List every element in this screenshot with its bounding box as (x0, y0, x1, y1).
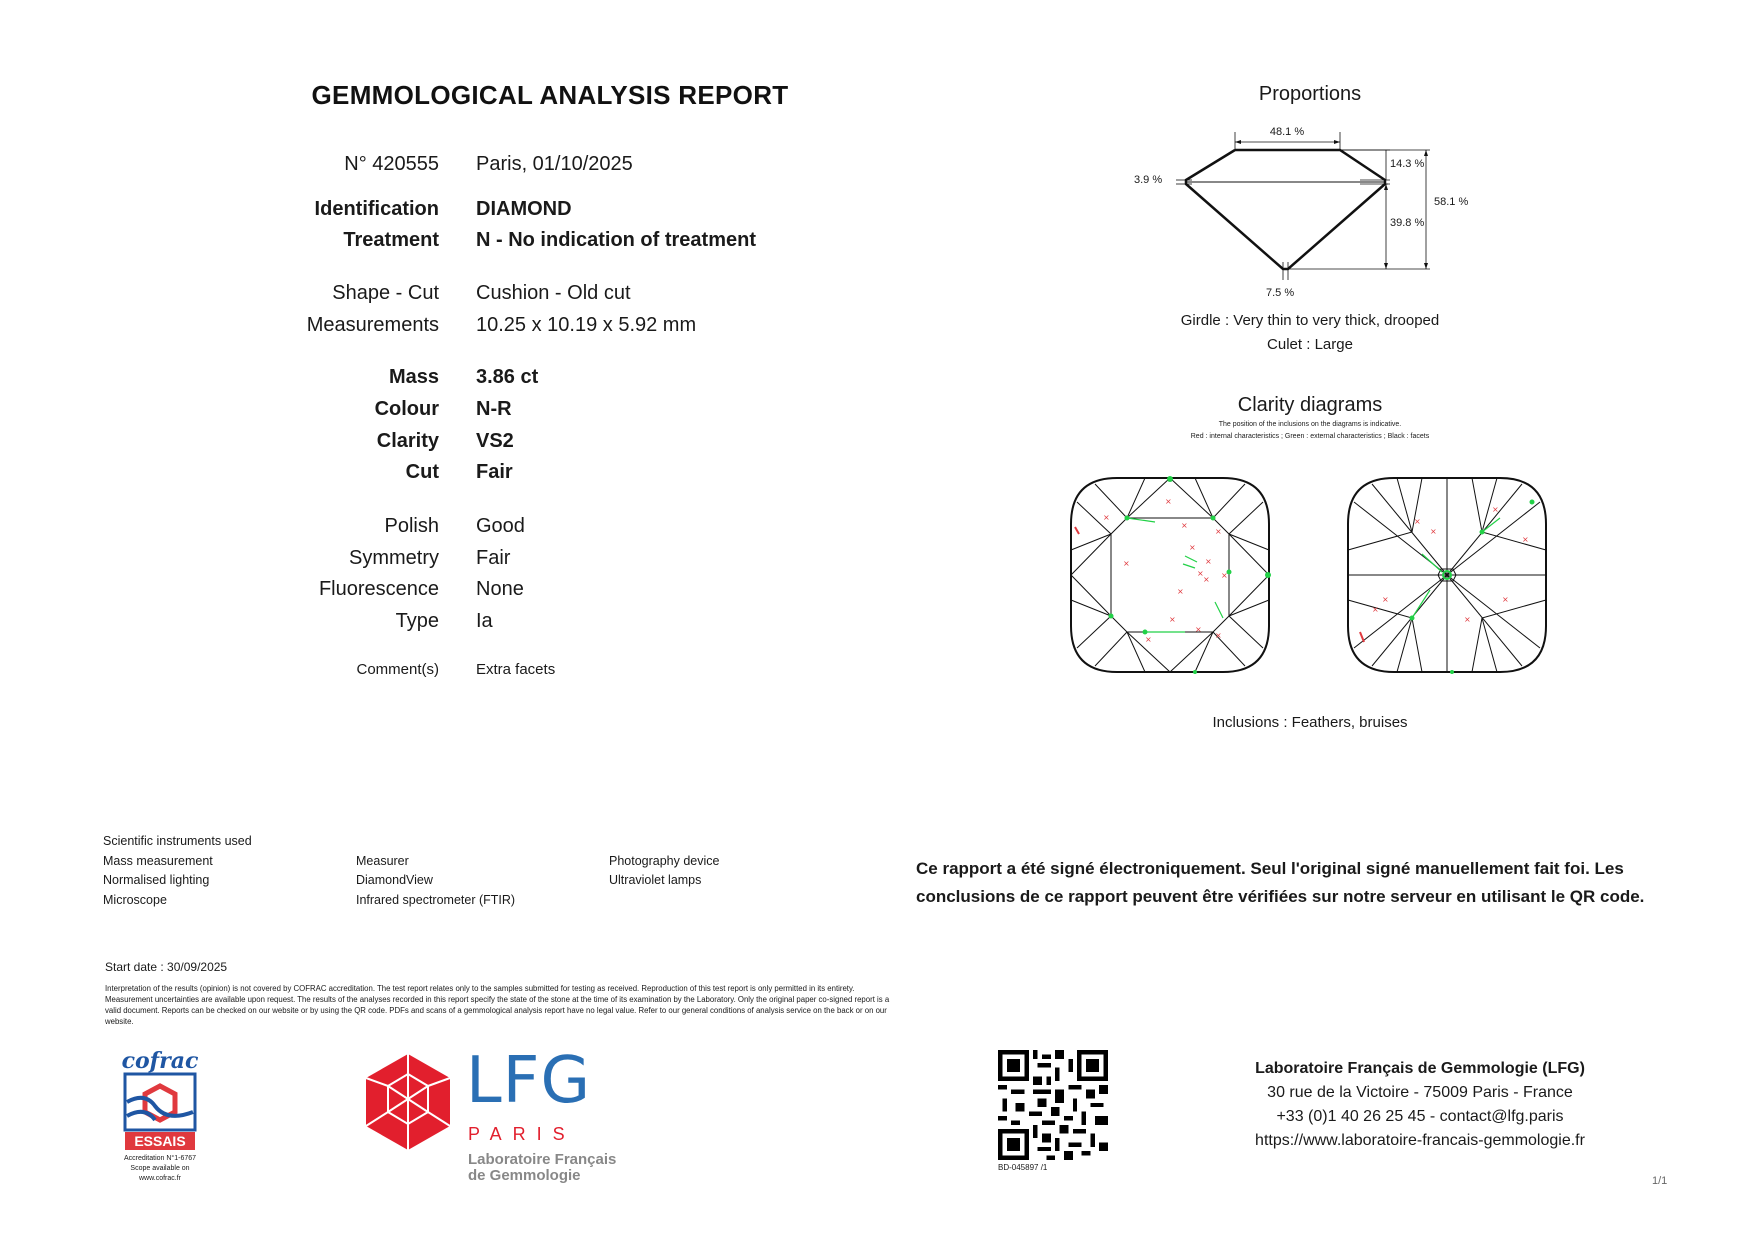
report-title: GEMMOLOGICAL ANALYSIS REPORT (311, 80, 789, 110)
svg-text:×: × (1197, 569, 1204, 578)
treatment-value: N - No indication of treatment (476, 229, 756, 251)
svg-text:×: × (1103, 513, 1110, 522)
shape-cut-label: Shape - Cut (332, 282, 439, 304)
type-value: Ia (476, 610, 493, 632)
svg-text:×: × (1165, 497, 1172, 506)
instrument-item: Ultraviolet lamps (609, 873, 702, 887)
girdle-description: Girdle : Very thin to very thick, drooped (1180, 312, 1440, 329)
lab-contact: +33 (0)1 40 26 25 45 - contact@lfg.paris (1276, 1108, 1564, 1125)
svg-text:×: × (1430, 527, 1437, 536)
lfg-letters: LFG (466, 1044, 592, 1118)
lfg-logo (362, 1044, 652, 1192)
lab-address: 30 rue de la Victoire - 75009 Paris - France (1267, 1084, 1573, 1101)
cofrac-logo-text: cofrac (121, 1048, 199, 1074)
svg-text:×: × (1145, 635, 1152, 644)
type-label: Type (395, 610, 439, 632)
culet-description: Culet : Large (1267, 336, 1353, 353)
svg-text:×: × (1189, 543, 1196, 552)
proportions-diagram (1120, 122, 1500, 307)
cofrac-emblem-icon (105, 1072, 215, 1132)
proportions-title: Proportions (1258, 83, 1362, 105)
clarity-diagrams-title: Clarity diagrams (1237, 394, 1383, 416)
colour-value: N-R (476, 398, 512, 420)
identification-label: Identification (314, 198, 439, 220)
lfg-paris: PARIS (468, 1124, 576, 1144)
comments-value: Extra facets (476, 661, 556, 678)
svg-text:×: × (1464, 615, 1471, 624)
clarity-diagram-pavilion (1342, 472, 1552, 678)
lab-name: Laboratoire Français de Gemmologie (LFG) (1255, 1060, 1585, 1077)
cut-value: Fair (476, 461, 513, 483)
culet-percent: 7.5 % (1266, 287, 1295, 299)
comments-label: Comment(s) (356, 661, 439, 678)
svg-text:×: × (1221, 571, 1228, 580)
clarity-value: VS2 (476, 430, 514, 452)
total-depth-percent: 58.1 % (1434, 196, 1469, 208)
lfg-gem-icon (362, 1052, 454, 1152)
measurements-value: 10.25 x 10.19 x 5.92 mm (476, 314, 697, 336)
colour-label: Colour (374, 398, 439, 420)
legal-disclaimer: Interpretation of the results (opinion) is not covered by COFRAC accreditation. The test report relates only to the samples submitted for testing as received. Reproduction of this test report is only permitted in its entirety. Measurement uncertainties are available upon request. The results of the analyses recorded in this report specify the state of the stone at the time of its examination by the Laboratory. Only the original paper co-signed report is a valid document. Reports can be checked on our website or by using the QR code. PDFs and scans of a gemmological analysis report have no legal value. Refer to our general conditions of analysis service on the back or on our website. (105, 984, 890, 1026)
lab-website[interactable]: https://www.laboratoire-francais-gemmologie.fr (1255, 1132, 1585, 1149)
report-place-date: Paris, 01/10/2025 (476, 153, 633, 175)
clarity-diagram-crown (1065, 472, 1275, 678)
lfg-name-line1: Laboratoire Français (468, 1151, 617, 1168)
treatment-label: Treatment (343, 229, 439, 251)
svg-text:×: × (1414, 517, 1421, 526)
svg-text:×: × (1492, 505, 1499, 514)
instrument-item: Measurer (356, 854, 409, 868)
instrument-item: DiamondView (356, 873, 433, 887)
cofrac-scope: Scope available on (130, 1165, 190, 1172)
svg-text:×: × (1123, 559, 1130, 568)
qr-code[interactable] (998, 1050, 1108, 1160)
cofrac-accreditation: Accreditation N°1-6767 (123, 1155, 197, 1162)
clarity-note-position: The position of the inclusions on the diagrams is indicative. (1218, 421, 1402, 428)
cofrac-website: www.cofrac.fr (138, 1175, 181, 1182)
mass-label: Mass (388, 366, 439, 388)
instrument-item: Microscope (103, 893, 167, 907)
instrument-item: Mass measurement (103, 854, 213, 868)
instrument-item: Infrared spectrometer (FTIR) (356, 893, 516, 907)
lfg-name-line2: de Gemmologie (468, 1167, 581, 1184)
qr-code-id: BD-045897 /1 (998, 1163, 1048, 1172)
table-percent: 48.1 % (1269, 126, 1305, 138)
svg-text:×: × (1502, 595, 1509, 604)
identification-value: DIAMOND (476, 198, 572, 220)
fluorescence-value: None (476, 578, 524, 600)
girdle-thickness-percent: 3.9 % (1134, 174, 1163, 186)
svg-text:×: × (1382, 595, 1389, 604)
svg-text:×: × (1177, 587, 1184, 596)
clarity-label: Clarity (376, 430, 439, 452)
mass-value: 3.86 ct (476, 366, 539, 388)
svg-text:×: × (1169, 615, 1176, 624)
cofrac-logo (105, 1050, 215, 1190)
instrument-item: Normalised lighting (103, 873, 210, 887)
fluorescence-label: Fluorescence (318, 578, 439, 600)
polish-value: Good (476, 515, 525, 537)
inclusions-text: Inclusions : Feathers, bruises (1212, 714, 1408, 731)
cut-label: Cut (405, 461, 439, 483)
symmetry-label: Symmetry (349, 547, 439, 569)
symmetry-value: Fair (476, 547, 511, 569)
pavilion-depth-percent: 39.8 % (1390, 217, 1425, 229)
instruments-heading: Scientific instruments used (103, 834, 252, 848)
svg-text:×: × (1195, 625, 1202, 634)
svg-text:×: × (1522, 535, 1529, 544)
start-date: Start date : 30/09/2025 (105, 960, 228, 974)
electronic-signature-notice: Ce rapport a été signé électroniquement. Seul l'original signé manuellement fait foi. Les conclusions de ce rapport peuvent être vérifiées sur notre serveur en utilisant le QR code. (916, 859, 1645, 906)
clarity-note-legend: Red : internal characteristics ; Green : external characteristics ; Black : facets (1190, 433, 1430, 440)
svg-text:×: × (1215, 631, 1222, 640)
report-number: N° 420555 (344, 153, 439, 175)
crown-height-percent: 14.3 % (1390, 158, 1425, 170)
polish-label: Polish (384, 515, 439, 537)
shape-cut-value: Cushion - Old cut (476, 282, 631, 304)
measurements-label: Measurements (306, 314, 439, 336)
instrument-item: Photography device (609, 854, 720, 868)
svg-text:×: × (1215, 527, 1222, 536)
cofrac-essais-badge: ESSAIS (125, 1132, 195, 1150)
page-number: 1/1 (1652, 1175, 1668, 1187)
svg-text:×: × (1203, 575, 1210, 584)
svg-text:×: × (1181, 521, 1188, 530)
svg-text:×: × (1372, 605, 1379, 614)
svg-text:×: × (1205, 557, 1212, 566)
